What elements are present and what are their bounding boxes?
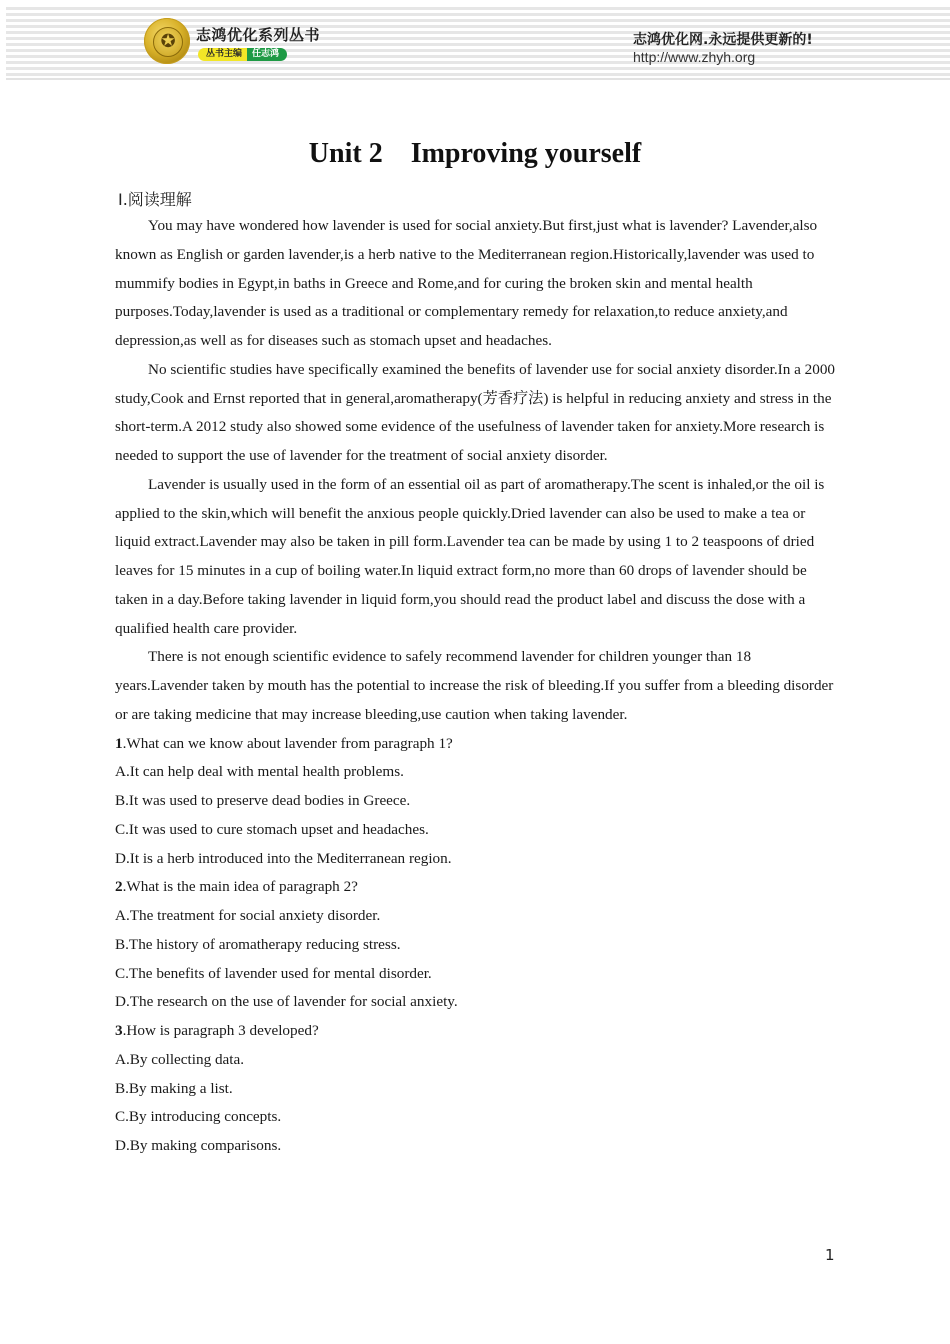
header-divider	[6, 78, 950, 80]
question-text: .How is paragraph 3 developed?	[122, 1022, 319, 1039]
editor-label: 丛书主编	[198, 48, 247, 61]
question-1-option-c: C.It was used to cure stomach upset and headaches.	[115, 820, 429, 838]
question-3-option-b: B.By making a list.	[115, 1079, 233, 1097]
question-number: 3	[115, 1022, 123, 1039]
document-body	[115, 212, 837, 1161]
medal-inner-ring	[153, 27, 183, 57]
question-2-option-a: A.The treatment for social anxiety disorder.	[115, 907, 381, 924]
question-3-option-a: A.By collecting data.	[115, 1050, 245, 1068]
medal-emblem-icon	[144, 18, 190, 64]
question-number: 1	[115, 734, 123, 752]
passage-paragraph-1: You may have wondered how lavender is used for social anxiety.But first,just what is lavender? Lavender,also known as English or garden lavender,is a herb native to the Mediterranean region.Historically,lavender was used to mummify bodies in Egypt,in baths in Greece and Rome,and for curing the broken skin and mental health purposes.Today,lavender is used as a traditional or complementary remedy for relaxation,to reduce anxiety,and depression,as well as for diseases such as stomach upset and headaches.	[115, 217, 818, 349]
question-2-option-d: D.The research on the use of lavender for social anxiety.	[115, 993, 458, 1011]
passage-paragraph-3: Lavender is usually used in the form of an essential oil as part of aromatherapy.The scent is inhaled,or the oil is applied to the skin,which will benefit the anxious people quickly.Dried lavender can also be used to make a tea or liquid extract.Lavender may also be taken in pill form.Lavender tea can be made by using 1 to 2 teaspoons of dried leaves for 15 minutes in a cup of boiling water.In liquid extract form,no more than 60 drops of lavender should be taken in a day.Before taking lavender in liquid form,you should read the product label and discuss the dose with a qualified health care provider.	[115, 475, 825, 637]
question-text: .What is the main idea of paragraph 2?	[122, 878, 358, 896]
question-3-option-c: C.By introducing concepts.	[115, 1108, 282, 1126]
question-1	[115, 730, 837, 759]
medal-glyph: ✪	[160, 31, 176, 52]
question-1-option-b: B.It was used to preserve dead bodies in Greece.	[115, 792, 411, 809]
series-title: 志鸿优化系列丛书	[196, 26, 321, 44]
question-3-option-d: D.By making comparisons.	[115, 1137, 282, 1154]
question-1-option-d: D.It is a herb introduced into the Mediterranean region.	[115, 849, 452, 867]
editor-name: 任志鸿	[247, 48, 287, 61]
site-url-link[interactable]: http://www.zhyh.org	[633, 49, 756, 65]
question-3	[115, 1017, 837, 1046]
site-slogan: 志鸿优化网.永远提供更新的!	[633, 32, 813, 48]
question-2-option-b: B.The history of aromatherapy reducing stress.	[115, 935, 401, 953]
question-text: .What can we know about lavender from paragraph 1?	[122, 734, 453, 752]
passage-paragraph-2: No scientific studies have specifically examined the benefits of lavender use for social anxiety disorder.In a 2000 study,Cook and Ernst reported that in general,aromatherapy(芳香疗法) is helpful in reducing anxiety and stress in the short-term.A 2012 study also showed some evidence of the usefulness of lavender taken for anxiety.More research is needed to support the use of lavender for the treatment of social anxiety disorder.	[115, 360, 836, 464]
page-number: 1	[825, 1246, 835, 1264]
section-heading: Ⅰ.阅读理解	[118, 190, 192, 209]
editor-badge	[198, 48, 287, 61]
passage-paragraph-4: There is not enough scientific evidence to safely recommend lavender for children younger than 18 years.Lavender taken by mouth has the potential to increase the risk of bleeding.If you suffer from a bleeding disorder or are taking medicine that may increase bleeding,use caution when taking lavender.	[115, 648, 834, 723]
question-2	[115, 873, 837, 902]
question-number: 2	[115, 878, 123, 896]
page-title: Unit 2 Improving yourself	[308, 138, 642, 169]
question-1-option-a: A.It can help deal with mental health problems.	[115, 763, 404, 781]
question-2-option-c: C.The benefits of lavender used for mental disorder.	[115, 964, 432, 982]
